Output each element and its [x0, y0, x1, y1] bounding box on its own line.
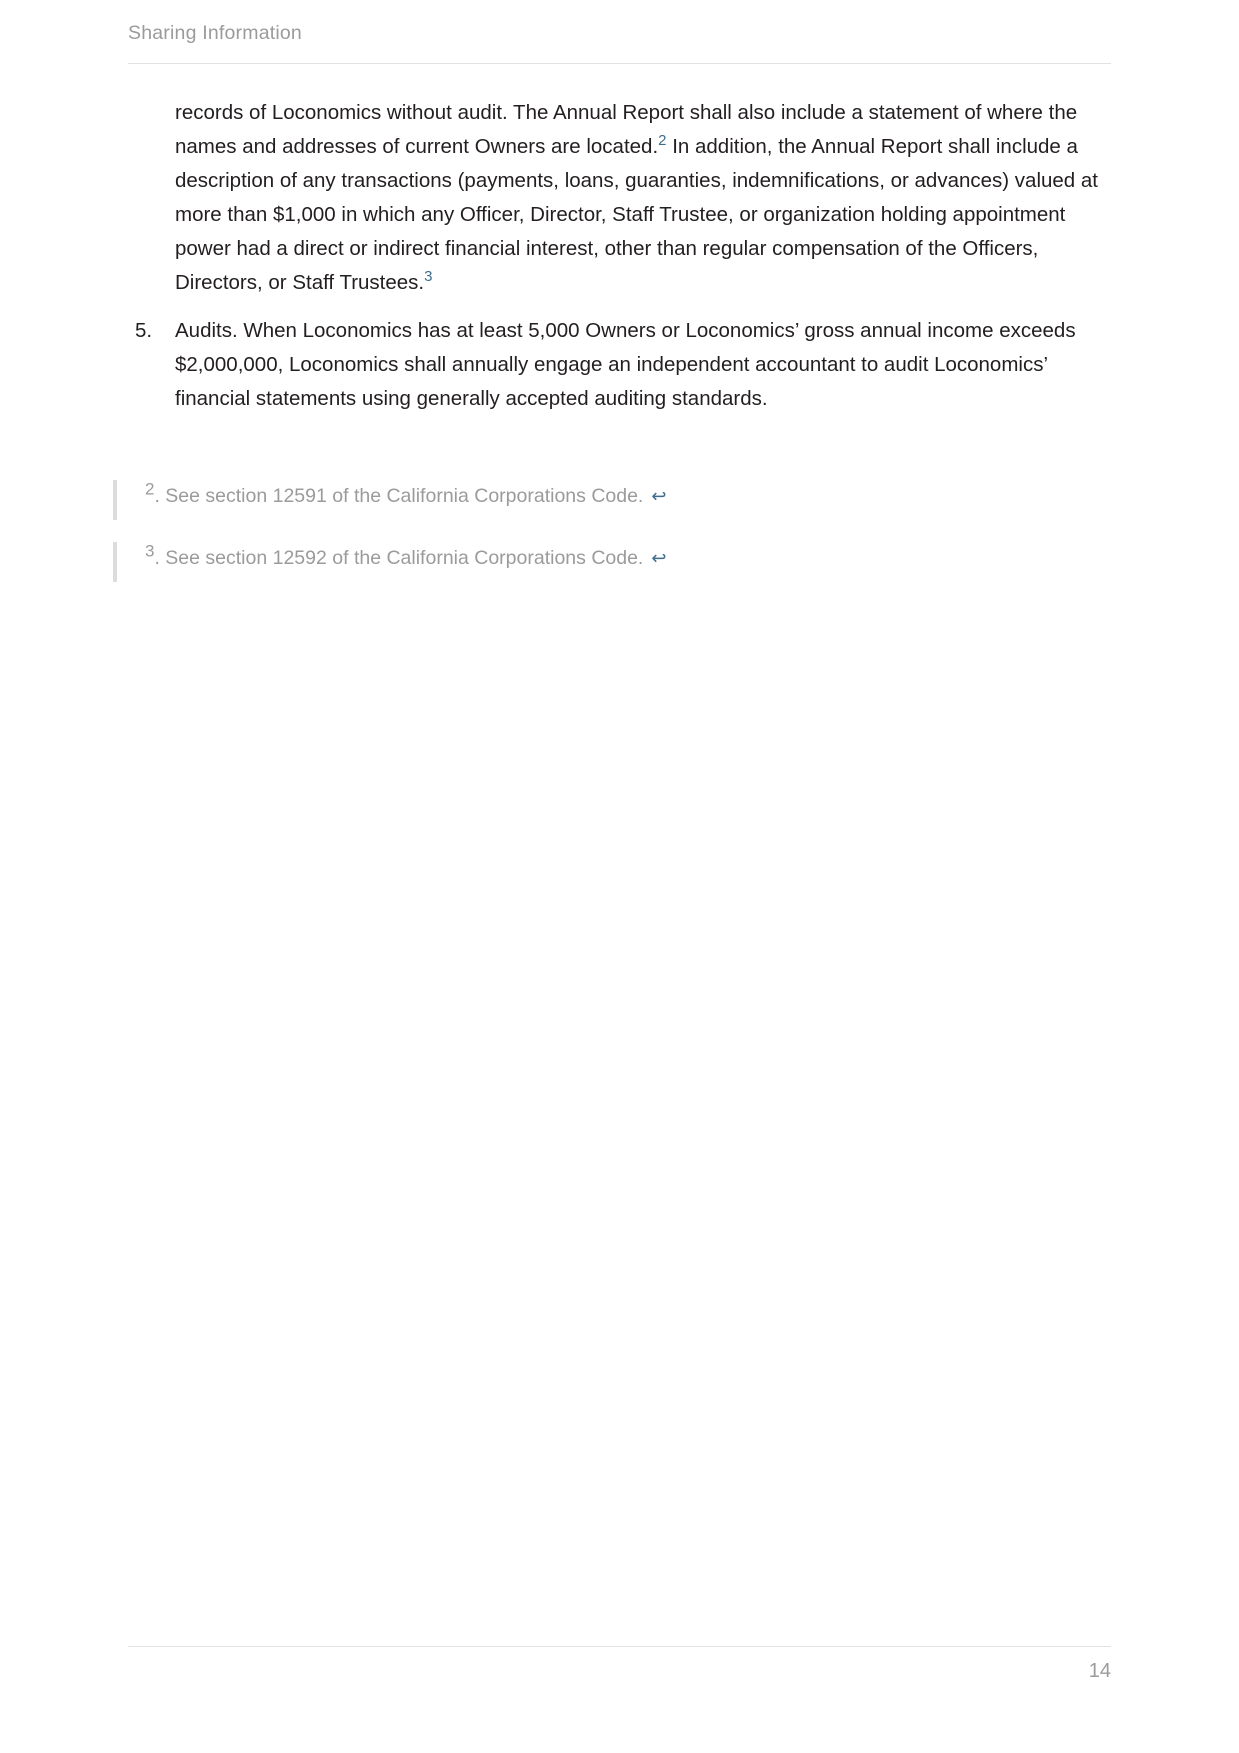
- footnote-ref-3[interactable]: 3: [424, 268, 433, 286]
- continued-paragraph: [128, 96, 1111, 300]
- running-header: Sharing Information: [128, 22, 302, 44]
- numbered-list: [128, 314, 1111, 416]
- list-item-number: 5.: [135, 319, 153, 342]
- paragraph-text-before-ref2: records of Loconomics without audit. The Annual Report shall also include a statement of where the names and addresses of current Owners are located.: [175, 101, 1078, 158]
- page-number: 14: [1088, 1660, 1111, 1682]
- footnote-text: . See section 12591 of the California Corporations Code.: [154, 485, 644, 507]
- list-item-text: Audits. When Loconomics has at least 5,000 Owners or Loconomics’ gross annual income exceeds $2,000,000, Loconomics shall annually engage an independent accountant to audit Loconomics’ financial statements using generally accepted auditing standards.: [175, 319, 1076, 410]
- footnote-number: 2: [145, 479, 155, 499]
- page-content: [128, 96, 1111, 416]
- footnote-back-link-icon[interactable]: ↩: [651, 548, 667, 568]
- list-item: [128, 314, 1111, 416]
- footer-divider: [128, 1646, 1111, 1647]
- footnotes-section: [113, 480, 1113, 604]
- header-divider: [128, 63, 1111, 64]
- footnote-back-link-icon[interactable]: ↩: [651, 486, 667, 506]
- footnote-ref-2[interactable]: 2: [658, 132, 667, 150]
- footnote-number: 3: [145, 541, 155, 561]
- footnote-item: [113, 542, 1113, 582]
- footnote-body: [131, 480, 666, 512]
- footnote-text: . See section 12592 of the California Corporations Code.: [154, 547, 644, 569]
- footnote-body: [131, 542, 666, 574]
- footnote-item: [113, 480, 1113, 520]
- paragraph-text-after-ref2: In addition, the Annual Report shall include a description of any transactions (payments, loans, guaranties, indemnifications, or advances) valued at more than $1,000 in which any Officer, Director, Staff Trustee, or organization holding appointment power had a direct or indirect financial interest, other than regular compensation of the Officers, Directors, or Staff Trustees.: [175, 135, 1099, 294]
